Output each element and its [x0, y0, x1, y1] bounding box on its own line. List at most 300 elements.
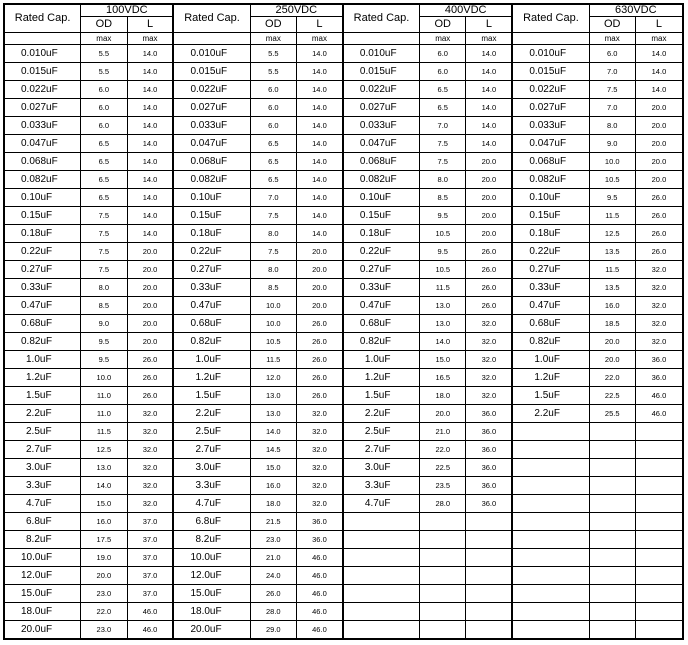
- l-cell: 46.0: [297, 549, 343, 567]
- rated-cap-cell: 8.2uF: [173, 531, 250, 549]
- od-cell: 6.0: [81, 117, 127, 135]
- od-cell: 11.0: [81, 405, 127, 423]
- l-cell: 32.0: [635, 297, 683, 315]
- table-row: [4, 153, 683, 171]
- od-cell: 11.5: [420, 279, 466, 297]
- l-cell: 32.0: [635, 261, 683, 279]
- l-cell: 32.0: [466, 387, 512, 405]
- rated-cap-cell: 0.33uF: [343, 279, 420, 297]
- voltage-header: 250VDC: [250, 4, 343, 17]
- od-cell: 20.0: [420, 405, 466, 423]
- od-cell: 22.0: [420, 441, 466, 459]
- od-cell: 21.5: [250, 513, 296, 531]
- l-cell: [466, 585, 512, 603]
- rated-cap-cell: 0.15uF: [512, 207, 589, 225]
- rated-cap-cell: 0.68uF: [4, 315, 81, 333]
- rated-cap-cell: [512, 441, 589, 459]
- od-cell: 7.5: [81, 207, 127, 225]
- l-cell: 20.0: [127, 261, 173, 279]
- l-cell: 26.0: [297, 369, 343, 387]
- od-cell: 8.0: [589, 117, 635, 135]
- l-cell: 36.0: [466, 405, 512, 423]
- rated-cap-cell: 2.5uF: [4, 423, 81, 441]
- l-cell: [635, 621, 683, 640]
- od-cell: 10.5: [420, 261, 466, 279]
- table-row: [4, 117, 683, 135]
- od-cell: 16.0: [589, 297, 635, 315]
- l-cell: 20.0: [466, 225, 512, 243]
- od-cell: 7.0: [250, 189, 296, 207]
- rated-cap-subheader: [173, 33, 250, 45]
- l-cell: 26.0: [297, 333, 343, 351]
- rated-cap-cell: 15.0uF: [173, 585, 250, 603]
- l-cell: 32.0: [297, 495, 343, 513]
- rated-cap-cell: 0.27uF: [173, 261, 250, 279]
- voltage-header: 630VDC: [589, 4, 683, 17]
- rated-cap-cell: 0.027uF: [343, 99, 420, 117]
- l-cell: [466, 621, 512, 640]
- l-cell: 36.0: [466, 441, 512, 459]
- rated-cap-cell: 0.082uF: [343, 171, 420, 189]
- l-cell: [635, 441, 683, 459]
- l-cell: 36.0: [635, 351, 683, 369]
- rated-cap-header: Rated Cap.: [512, 4, 589, 33]
- l-cell: 14.0: [297, 189, 343, 207]
- rated-cap-cell: 1.5uF: [343, 387, 420, 405]
- rated-cap-cell: 0.022uF: [173, 81, 250, 99]
- od-cell: 10.5: [589, 171, 635, 189]
- rated-cap-cell: 0.022uF: [343, 81, 420, 99]
- voltage-header: 400VDC: [420, 4, 513, 17]
- od-cell: 9.0: [589, 135, 635, 153]
- od-cell: 13.0: [250, 387, 296, 405]
- rated-cap-cell: 1.5uF: [173, 387, 250, 405]
- l-header: L: [297, 17, 343, 33]
- rated-cap-cell: 3.3uF: [343, 477, 420, 495]
- l-cell: 14.0: [635, 63, 683, 81]
- table-row: [4, 297, 683, 315]
- od-cell: [589, 459, 635, 477]
- l-cell: 14.0: [127, 207, 173, 225]
- rated-cap-cell: 0.027uF: [512, 99, 589, 117]
- rated-cap-cell: 0.82uF: [173, 333, 250, 351]
- rated-cap-header: Rated Cap.: [4, 4, 81, 33]
- od-cell: 6.0: [420, 45, 466, 63]
- rated-cap-cell: [512, 459, 589, 477]
- od-cell: 6.5: [250, 171, 296, 189]
- od-cell: 13.0: [420, 297, 466, 315]
- l-cell: 26.0: [127, 387, 173, 405]
- rated-cap-cell: 0.33uF: [512, 279, 589, 297]
- rated-cap-cell: 3.0uF: [4, 459, 81, 477]
- od-cell: 7.5: [250, 207, 296, 225]
- rated-cap-cell: 0.027uF: [173, 99, 250, 117]
- l-cell: [635, 477, 683, 495]
- rated-cap-cell: 0.22uF: [343, 243, 420, 261]
- od-cell: 18.0: [420, 387, 466, 405]
- voltage-header-row: [4, 4, 683, 17]
- rated-cap-cell: 0.033uF: [343, 117, 420, 135]
- od-cell: 6.0: [420, 63, 466, 81]
- l-cell: 14.0: [297, 117, 343, 135]
- rated-cap-cell: 0.068uF: [343, 153, 420, 171]
- l-cell: 14.0: [127, 99, 173, 117]
- od-cell: 15.0: [420, 351, 466, 369]
- l-cell: 26.0: [635, 189, 683, 207]
- od-cell: 9.0: [81, 315, 127, 333]
- od-cell: [420, 549, 466, 567]
- od-max-label: max: [420, 33, 466, 45]
- od-cell: 9.5: [81, 333, 127, 351]
- l-cell: 32.0: [127, 459, 173, 477]
- l-cell: 20.0: [635, 117, 683, 135]
- od-max-label: max: [589, 33, 635, 45]
- l-cell: [466, 531, 512, 549]
- od-cell: 21.0: [250, 549, 296, 567]
- od-cell: [589, 567, 635, 585]
- od-cell: 6.5: [81, 171, 127, 189]
- od-cell: 9.5: [589, 189, 635, 207]
- od-cell: 23.0: [81, 621, 127, 640]
- l-cell: 32.0: [127, 441, 173, 459]
- l-cell: 26.0: [127, 369, 173, 387]
- od-cell: 9.5: [420, 207, 466, 225]
- l-cell: 26.0: [466, 261, 512, 279]
- rated-cap-cell: 0.033uF: [512, 117, 589, 135]
- rated-cap-cell: 0.015uF: [4, 63, 81, 81]
- l-cell: 26.0: [466, 279, 512, 297]
- rated-cap-cell: 0.27uF: [343, 261, 420, 279]
- rated-cap-cell: 1.2uF: [173, 369, 250, 387]
- table-row: [4, 333, 683, 351]
- od-cell: 22.0: [589, 369, 635, 387]
- od-cell: 8.0: [250, 261, 296, 279]
- od-cell: 23.0: [81, 585, 127, 603]
- rated-cap-cell: 2.2uF: [173, 405, 250, 423]
- rated-cap-cell: 0.033uF: [4, 117, 81, 135]
- l-cell: 14.0: [127, 153, 173, 171]
- l-cell: 26.0: [635, 207, 683, 225]
- od-cell: 8.0: [420, 171, 466, 189]
- table-row: [4, 387, 683, 405]
- rated-cap-cell: 0.18uF: [4, 225, 81, 243]
- rated-cap-cell: 0.027uF: [4, 99, 81, 117]
- l-cell: [635, 495, 683, 513]
- rated-cap-cell: 6.8uF: [173, 513, 250, 531]
- od-cell: 10.0: [81, 369, 127, 387]
- od-cell: 13.0: [250, 405, 296, 423]
- od-cell: [589, 477, 635, 495]
- l-cell: 32.0: [127, 495, 173, 513]
- l-cell: 14.0: [466, 99, 512, 117]
- l-cell: 14.0: [297, 153, 343, 171]
- rated-cap-cell: 8.2uF: [4, 531, 81, 549]
- od-cell: 7.0: [420, 117, 466, 135]
- rated-cap-cell: [512, 603, 589, 621]
- table-row: [4, 459, 683, 477]
- table-body: [4, 45, 683, 640]
- l-cell: 14.0: [466, 135, 512, 153]
- l-cell: 26.0: [466, 297, 512, 315]
- l-cell: 20.0: [635, 135, 683, 153]
- rated-cap-cell: 2.7uF: [4, 441, 81, 459]
- od-cell: [589, 621, 635, 640]
- l-cell: 20.0: [635, 171, 683, 189]
- rated-cap-cell: 6.8uF: [4, 513, 81, 531]
- od-cell: 28.0: [250, 603, 296, 621]
- rated-cap-cell: 0.22uF: [173, 243, 250, 261]
- l-cell: 20.0: [466, 189, 512, 207]
- capacitor-dimension-table: [3, 3, 684, 640]
- l-cell: 36.0: [466, 459, 512, 477]
- rated-cap-cell: 2.2uF: [343, 405, 420, 423]
- od-cell: 6.5: [81, 135, 127, 153]
- rated-cap-cell: 0.082uF: [173, 171, 250, 189]
- l-cell: 37.0: [127, 585, 173, 603]
- od-cell: 8.5: [81, 297, 127, 315]
- od-cell: 7.5: [420, 135, 466, 153]
- rated-cap-cell: 1.2uF: [4, 369, 81, 387]
- rated-cap-cell: 3.0uF: [173, 459, 250, 477]
- rated-cap-cell: 1.2uF: [512, 369, 589, 387]
- rated-cap-cell: 10.0uF: [173, 549, 250, 567]
- rated-cap-cell: 1.0uF: [343, 351, 420, 369]
- od-cell: 14.0: [250, 423, 296, 441]
- l-cell: 14.0: [635, 81, 683, 99]
- l-cell: 26.0: [127, 351, 173, 369]
- od-cell: [589, 423, 635, 441]
- rated-cap-cell: 0.010uF: [512, 45, 589, 63]
- l-cell: 32.0: [127, 405, 173, 423]
- l-cell: 14.0: [127, 225, 173, 243]
- l-cell: 46.0: [635, 405, 683, 423]
- rated-cap-cell: 4.7uF: [173, 495, 250, 513]
- rated-cap-cell: 0.68uF: [343, 315, 420, 333]
- rated-cap-cell: 0.22uF: [4, 243, 81, 261]
- rated-cap-cell: 4.7uF: [343, 495, 420, 513]
- rated-cap-cell: [512, 621, 589, 640]
- l-cell: 26.0: [297, 387, 343, 405]
- l-max-label: max: [466, 33, 512, 45]
- l-cell: 20.0: [297, 297, 343, 315]
- od-header: OD: [589, 17, 635, 33]
- rated-cap-cell: 0.033uF: [173, 117, 250, 135]
- rated-cap-cell: 0.10uF: [343, 189, 420, 207]
- rated-cap-cell: 0.068uF: [173, 153, 250, 171]
- rated-cap-cell: 0.18uF: [173, 225, 250, 243]
- od-cell: 8.5: [250, 279, 296, 297]
- l-cell: 36.0: [466, 495, 512, 513]
- l-cell: 20.0: [297, 243, 343, 261]
- rated-cap-cell: 0.18uF: [512, 225, 589, 243]
- od-cell: 6.5: [420, 99, 466, 117]
- l-cell: 20.0: [127, 333, 173, 351]
- od-cell: 8.5: [420, 189, 466, 207]
- table-row: [4, 423, 683, 441]
- rated-cap-subheader: [512, 33, 589, 45]
- l-cell: 37.0: [127, 513, 173, 531]
- od-cell: 21.0: [420, 423, 466, 441]
- od-cell: [589, 549, 635, 567]
- od-cell: [420, 603, 466, 621]
- od-cell: 16.5: [420, 369, 466, 387]
- rated-cap-cell: 2.2uF: [512, 405, 589, 423]
- rated-cap-cell: 0.18uF: [343, 225, 420, 243]
- rated-cap-cell: 4.7uF: [4, 495, 81, 513]
- l-cell: 32.0: [127, 477, 173, 495]
- l-cell: 14.0: [635, 45, 683, 63]
- l-cell: 36.0: [635, 369, 683, 387]
- rated-cap-cell: 0.15uF: [4, 207, 81, 225]
- rated-cap-cell: [343, 549, 420, 567]
- rated-cap-cell: 0.022uF: [512, 81, 589, 99]
- rated-cap-cell: 2.7uF: [343, 441, 420, 459]
- od-cell: 11.0: [81, 387, 127, 405]
- rated-cap-cell: 0.10uF: [512, 189, 589, 207]
- table-row: [4, 135, 683, 153]
- table-row: [4, 45, 683, 63]
- l-cell: [635, 567, 683, 585]
- l-cell: 36.0: [297, 531, 343, 549]
- od-cell: 22.5: [420, 459, 466, 477]
- od-cell: 10.0: [589, 153, 635, 171]
- od-cell: 7.5: [589, 81, 635, 99]
- rated-cap-cell: 20.0uF: [4, 621, 81, 640]
- l-cell: [635, 603, 683, 621]
- od-cell: 14.0: [420, 333, 466, 351]
- l-cell: 37.0: [127, 549, 173, 567]
- table-row: [4, 315, 683, 333]
- od-cell: 10.5: [420, 225, 466, 243]
- rated-cap-cell: 2.5uF: [343, 423, 420, 441]
- rated-cap-cell: 1.0uF: [173, 351, 250, 369]
- l-cell: 14.0: [297, 99, 343, 117]
- l-cell: 32.0: [297, 405, 343, 423]
- rated-cap-cell: [343, 531, 420, 549]
- od-max-label: max: [250, 33, 296, 45]
- rated-cap-cell: 0.33uF: [4, 279, 81, 297]
- rated-cap-cell: 0.47uF: [4, 297, 81, 315]
- rated-cap-cell: 0.15uF: [343, 207, 420, 225]
- l-cell: [466, 603, 512, 621]
- od-cell: 5.5: [81, 63, 127, 81]
- od-cell: 20.0: [589, 333, 635, 351]
- table-row: [4, 63, 683, 81]
- rated-cap-cell: 0.082uF: [512, 171, 589, 189]
- od-cell: 13.5: [589, 279, 635, 297]
- od-cell: 14.5: [250, 441, 296, 459]
- rated-cap-cell: 2.5uF: [173, 423, 250, 441]
- l-cell: 14.0: [297, 45, 343, 63]
- od-cell: 7.5: [420, 153, 466, 171]
- rated-cap-cell: [512, 423, 589, 441]
- od-cell: 28.0: [420, 495, 466, 513]
- l-cell: 37.0: [127, 567, 173, 585]
- rated-cap-header: Rated Cap.: [173, 4, 250, 33]
- od-cell: 23.5: [420, 477, 466, 495]
- l-cell: 32.0: [635, 279, 683, 297]
- l-cell: 14.0: [127, 171, 173, 189]
- od-cell: 7.0: [589, 63, 635, 81]
- od-cell: 6.5: [250, 135, 296, 153]
- od-cell: [589, 441, 635, 459]
- rated-cap-cell: 0.015uF: [343, 63, 420, 81]
- rated-cap-cell: 0.15uF: [173, 207, 250, 225]
- rated-cap-cell: 1.0uF: [512, 351, 589, 369]
- l-cell: 20.0: [127, 243, 173, 261]
- od-cell: 10.5: [250, 333, 296, 351]
- od-cell: 12.5: [589, 225, 635, 243]
- rated-cap-cell: 0.068uF: [512, 153, 589, 171]
- table-row: [4, 261, 683, 279]
- rated-cap-cell: 0.068uF: [4, 153, 81, 171]
- rated-cap-cell: 12.0uF: [4, 567, 81, 585]
- voltage-header: 100VDC: [81, 4, 174, 17]
- l-cell: 26.0: [297, 315, 343, 333]
- od-cell: 11.5: [250, 351, 296, 369]
- rated-cap-cell: 1.5uF: [4, 387, 81, 405]
- rated-cap-cell: 3.3uF: [173, 477, 250, 495]
- od-cell: 9.5: [420, 243, 466, 261]
- l-cell: 26.0: [635, 225, 683, 243]
- rated-cap-cell: 0.47uF: [173, 297, 250, 315]
- rated-cap-cell: 0.010uF: [173, 45, 250, 63]
- rated-cap-cell: 15.0uF: [4, 585, 81, 603]
- od-cell: 13.0: [81, 459, 127, 477]
- table-row: [4, 225, 683, 243]
- od-cell: 12.5: [81, 441, 127, 459]
- table-row: [4, 405, 683, 423]
- od-cell: 6.5: [250, 153, 296, 171]
- od-cell: 20.0: [589, 351, 635, 369]
- rated-cap-cell: [512, 513, 589, 531]
- l-cell: 14.0: [297, 135, 343, 153]
- l-cell: 14.0: [297, 225, 343, 243]
- l-cell: [635, 549, 683, 567]
- rated-cap-cell: 0.27uF: [512, 261, 589, 279]
- l-cell: 36.0: [466, 423, 512, 441]
- od-cell: 26.0: [250, 585, 296, 603]
- table-row: [4, 477, 683, 495]
- od-cell: 5.5: [250, 63, 296, 81]
- l-cell: 46.0: [297, 603, 343, 621]
- od-header: OD: [250, 17, 296, 33]
- od-cell: 11.5: [81, 423, 127, 441]
- l-cell: 36.0: [297, 513, 343, 531]
- rated-cap-cell: [343, 603, 420, 621]
- table-row: [4, 99, 683, 117]
- l-cell: [466, 567, 512, 585]
- od-cell: 9.5: [81, 351, 127, 369]
- table-row: [4, 549, 683, 567]
- od-header: OD: [420, 17, 466, 33]
- od-cell: 15.0: [250, 459, 296, 477]
- l-max-label: max: [297, 33, 343, 45]
- od-cell: 7.5: [81, 261, 127, 279]
- rated-cap-cell: 0.27uF: [4, 261, 81, 279]
- l-cell: [466, 549, 512, 567]
- od-cell: 6.0: [81, 81, 127, 99]
- od-header: OD: [81, 17, 127, 33]
- od-cell: 17.5: [81, 531, 127, 549]
- l-max-label: max: [635, 33, 683, 45]
- rated-cap-cell: 0.47uF: [512, 297, 589, 315]
- table-row: [4, 513, 683, 531]
- l-cell: 46.0: [297, 567, 343, 585]
- od-cell: 7.5: [81, 243, 127, 261]
- l-cell: 20.0: [297, 279, 343, 297]
- rated-cap-cell: 0.015uF: [512, 63, 589, 81]
